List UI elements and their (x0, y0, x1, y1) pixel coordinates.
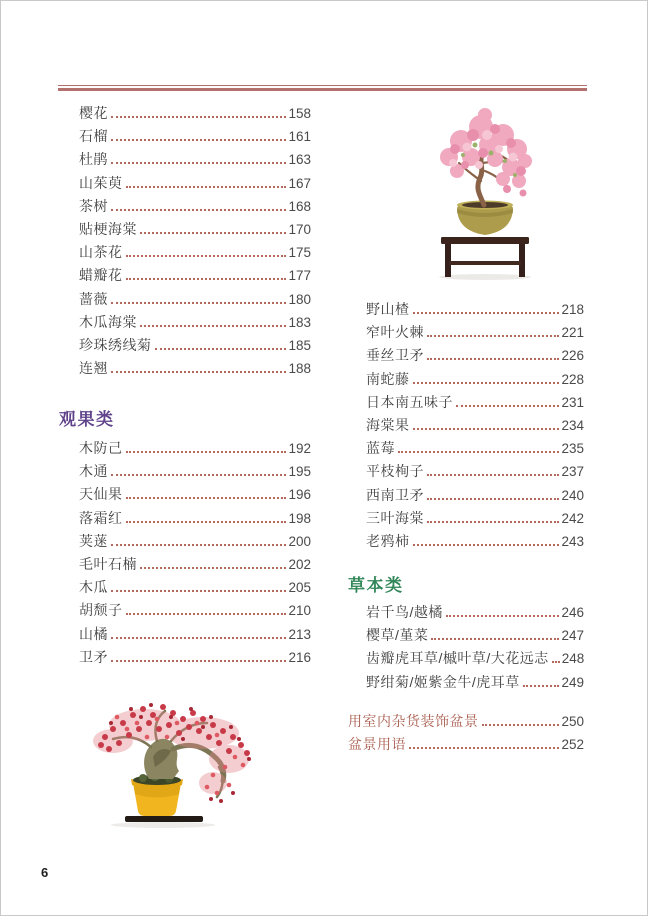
page-number: 6 (41, 865, 49, 880)
toc-entry (366, 392, 584, 415)
toc-entry-page-number: 226 (561, 348, 584, 364)
dot-leader (140, 325, 286, 327)
toc-entry (79, 289, 311, 312)
toc-entry-label: 石榴 (79, 128, 108, 145)
dot-leader (523, 685, 560, 687)
toc-entry-page-number: 192 (288, 441, 311, 456)
toc-entry-page-number: 210 (288, 603, 311, 619)
toc-entry (79, 484, 311, 507)
toc-entry-page-number: 231 (561, 394, 584, 410)
toc-entry-page-number: 242 (561, 510, 584, 526)
toc-entry-label: 珍珠绣线菊 (79, 336, 152, 353)
toc-list-fruit (59, 438, 311, 670)
toc-entry-label: 平枝栒子 (366, 463, 424, 480)
toc-entry (366, 461, 584, 484)
toc-entry-label: 胡颓子 (79, 602, 123, 619)
dot-leader (456, 405, 559, 407)
toc-entry-page-number: 235 (561, 441, 584, 457)
toc-entry-label: 落霜红 (79, 509, 123, 526)
dot-leader (409, 747, 559, 749)
toc-list-appendix (348, 711, 584, 757)
toc-entry (366, 602, 584, 625)
cherry-blossom-bonsai-image (425, 101, 547, 286)
dot-leader (431, 638, 559, 640)
toc-entry (79, 103, 311, 126)
toc-entry-page-number: 234 (561, 417, 584, 433)
toc-entry-page-number: 196 (288, 487, 311, 503)
dot-leader (111, 209, 286, 211)
toc-entry (366, 438, 584, 461)
dot-leader (126, 613, 287, 615)
toc-entry-label: 南蛇藤 (366, 370, 410, 387)
dot-leader (126, 521, 287, 523)
toc-entry-label: 茶树 (79, 197, 108, 214)
toc-entry-label: 垂丝卫矛 (366, 347, 424, 364)
toc-entry-label: 卫矛 (79, 648, 108, 665)
toc-entry-label: 木防己 (79, 440, 123, 456)
toc-entry-page-number: 167 (288, 175, 311, 191)
toc-entry-page-number: 202 (288, 556, 311, 572)
toc-entry-label: 木通 (79, 463, 108, 480)
dot-leader (111, 637, 286, 639)
toc-entry-page-number: 237 (561, 464, 584, 480)
dot-leader (140, 232, 286, 234)
top-double-rule (58, 85, 587, 91)
toc-entry (366, 322, 584, 345)
toc-entry (79, 508, 311, 531)
toc-entry (348, 734, 584, 757)
toc-entry (79, 461, 311, 484)
toc-entry (79, 647, 311, 670)
dot-leader (126, 451, 287, 453)
dot-leader (413, 544, 560, 546)
toc-entry-label: 西南卫矛 (366, 486, 424, 503)
toc-entry-label: 用室内杂货装饰盆景 (348, 713, 479, 729)
toc-entry-label: 海棠果 (366, 416, 410, 433)
dot-leader (427, 474, 559, 476)
toc-entry-page-number: 243 (561, 533, 584, 549)
toc-entry-label: 樱草/堇菜 (366, 627, 429, 644)
toc-entry-page-number: 158 (288, 106, 311, 121)
toc-entry-page-number: 200 (288, 533, 311, 549)
toc-entry (79, 265, 311, 288)
dot-leader (111, 371, 286, 373)
toc-entry-label: 野绀菊/姬紫金牛/虎耳草 (366, 673, 520, 690)
toc-entry (79, 531, 311, 554)
toc-entry (79, 358, 311, 381)
toc-entry (366, 531, 584, 554)
toc-entry (366, 485, 584, 508)
toc-entry-page-number: 195 (288, 464, 311, 480)
dot-leader (446, 615, 560, 617)
dot-leader (126, 278, 287, 280)
dot-leader (427, 498, 559, 500)
dot-leader (140, 567, 286, 569)
toc-entry-label: 盆景用语 (348, 736, 406, 753)
toc-entry-page-number: 205 (288, 580, 311, 596)
red-berry-bonsai-image (83, 697, 261, 834)
toc-entry-label: 杜鹃 (79, 151, 108, 168)
toc-entry-label: 岩千鸟/越橘 (366, 604, 443, 620)
toc-entry (366, 625, 584, 648)
toc-entry-page-number: 250 (561, 714, 584, 729)
dot-leader (427, 358, 559, 360)
toc-entry (366, 648, 584, 671)
toc-entry (79, 196, 311, 219)
toc-entry (366, 299, 584, 322)
toc-entry-label: 樱花 (79, 105, 108, 121)
toc-entry (79, 335, 311, 358)
toc-entry-page-number: 163 (288, 152, 311, 168)
dot-leader (126, 255, 287, 257)
dot-leader (111, 544, 286, 546)
toc-entry-page-number: 185 (288, 337, 311, 353)
toc-entry-page-number: 228 (561, 371, 584, 387)
dot-leader (126, 186, 287, 188)
toc-entry (79, 624, 311, 647)
toc-entry-page-number: 180 (288, 291, 311, 307)
toc-entry-page-number: 216 (288, 649, 311, 665)
toc-entry-page-number: 249 (561, 674, 584, 690)
toc-entry (79, 577, 311, 600)
toc-entry-label: 木瓜海棠 (79, 313, 137, 330)
dot-leader (126, 497, 287, 499)
toc-entry-page-number: 175 (288, 245, 311, 261)
toc-entry-label: 野山楂 (366, 301, 410, 317)
dot-leader (111, 474, 286, 476)
dot-leader (111, 162, 286, 164)
toc-entry (79, 219, 311, 242)
toc-entry-page-number: 177 (288, 268, 311, 284)
toc-entry (79, 312, 311, 335)
dot-leader (111, 660, 286, 662)
toc-entry-page-number: 252 (561, 737, 584, 753)
toc-entry (366, 508, 584, 531)
toc-entry-label: 三叶海棠 (366, 509, 424, 526)
toc-entry-label: 贴梗海棠 (79, 220, 137, 237)
toc-entry-label: 天仙果 (79, 486, 123, 503)
toc-entry-label: 蓝莓 (366, 440, 395, 457)
toc-entry-label: 山茶花 (79, 244, 123, 261)
toc-entry (79, 173, 311, 196)
dot-leader (427, 521, 559, 523)
toc-list-herbs (348, 602, 584, 695)
toc-entry (366, 369, 584, 392)
toc-entry (366, 415, 584, 438)
dot-leader (427, 335, 559, 337)
toc-entry (79, 438, 311, 461)
toc-entry-label: 蜡瓣花 (79, 267, 123, 284)
bonsai-base-board (125, 816, 203, 822)
toc-entry-label: 荚蒾 (79, 532, 108, 549)
toc-entry (79, 126, 311, 149)
toc-entry (366, 345, 584, 368)
toc-entry-label: 窄叶火棘 (366, 324, 424, 341)
toc-entry (79, 242, 311, 265)
toc-entry-page-number: 218 (561, 302, 584, 317)
toc-entry-page-number: 246 (561, 605, 584, 620)
toc-entry-label: 毛叶石楠 (79, 555, 137, 572)
dot-leader (111, 116, 286, 118)
toc-entry (79, 149, 311, 172)
dot-leader (155, 348, 287, 350)
toc-entry-label: 山橘 (79, 625, 108, 642)
toc-entry-label: 老鸦柿 (366, 532, 410, 549)
toc-entry-page-number: 170 (288, 221, 311, 237)
toc-entry (348, 711, 584, 734)
toc-entry-page-number: 188 (288, 361, 311, 377)
dot-leader (413, 382, 560, 384)
dot-leader (398, 451, 559, 453)
toc-entry-label: 齿瓣虎耳草/槭叶草/大花远志 (366, 650, 549, 667)
toc-entry-page-number: 221 (561, 325, 584, 341)
toc-list-flowers (59, 103, 311, 381)
toc-list-fruit-continued (348, 299, 584, 554)
section-title-herb-category: 草本类 (348, 576, 404, 595)
toc-entry-label: 山茱萸 (79, 174, 123, 191)
toc-entry-page-number: 198 (288, 510, 311, 526)
toc-entry-label: 木瓜 (79, 579, 108, 596)
toc-entry-page-number: 161 (288, 129, 311, 145)
dot-leader (111, 302, 286, 304)
dot-leader (552, 661, 560, 663)
toc-entry-label: 日本南五味子 (366, 393, 453, 410)
toc-entry-page-number: 183 (288, 314, 311, 330)
toc-entry-label: 蔷薇 (79, 290, 108, 307)
toc-entry (79, 600, 311, 623)
dot-leader (111, 139, 286, 141)
toc-entry-page-number: 240 (561, 487, 584, 503)
toc-entry (366, 672, 584, 695)
dot-leader (111, 590, 286, 592)
dot-leader (413, 312, 560, 314)
dot-leader (413, 428, 560, 430)
toc-entry-page-number: 168 (288, 198, 311, 214)
toc-entry-page-number: 248 (561, 651, 585, 667)
toc-entry-page-number: 247 (561, 628, 584, 644)
toc-entry (79, 554, 311, 577)
toc-entry-label: 连翘 (79, 360, 108, 377)
section-title-fruit-category: 观果类 (59, 410, 115, 429)
toc-entry-page-number: 213 (288, 626, 311, 642)
wooden-stand (441, 237, 529, 277)
dot-leader (482, 724, 560, 726)
